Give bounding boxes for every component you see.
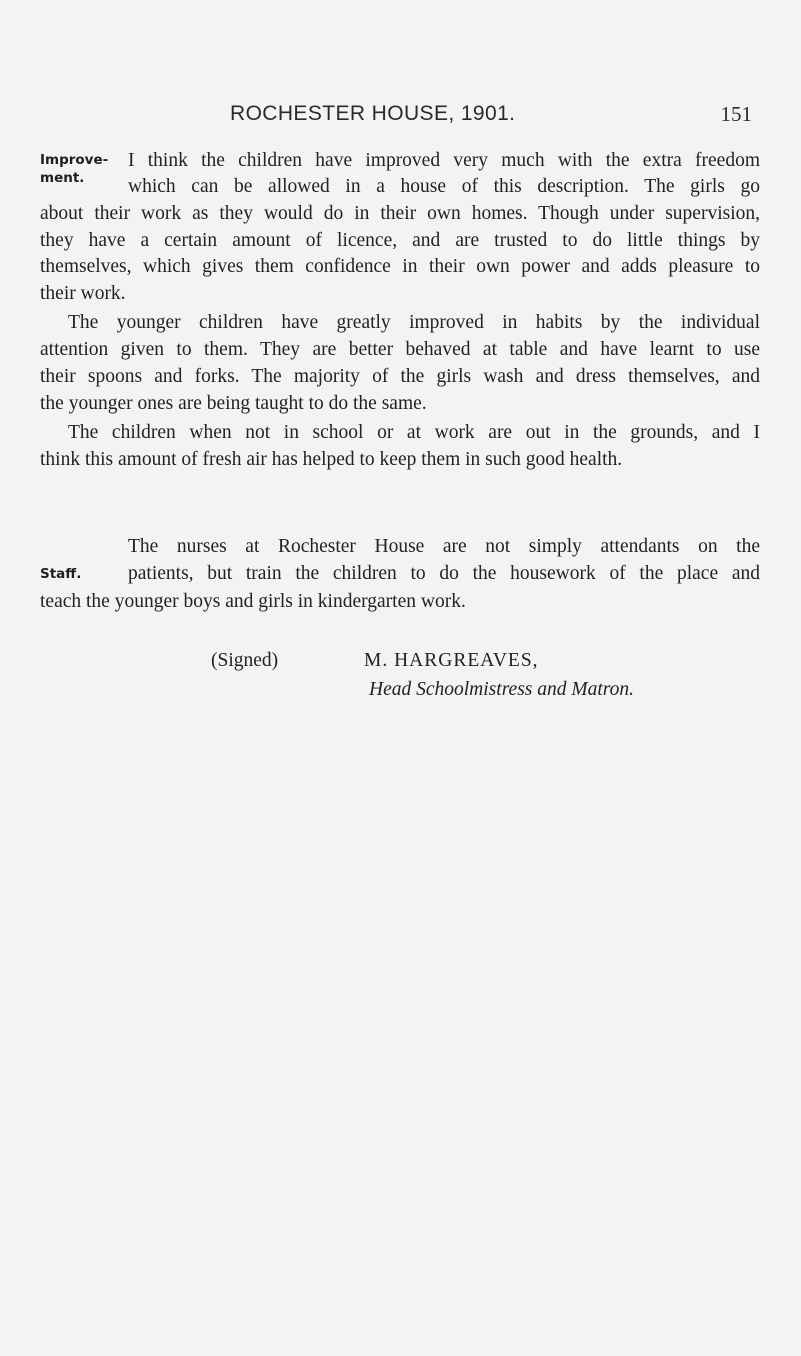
margin-note-improvement-2: ment. <box>40 170 85 186</box>
margin-note-staff: Staff. <box>40 566 82 582</box>
running-title: ROCHESTER HOUSE, 1901. <box>230 102 516 125</box>
paragraph-1-line-2: which can be allowed in a house of this description. The girls go <box>128 176 760 197</box>
paragraph-4-line-3: teach the younger boys and girls in kindergarten work. <box>40 591 466 612</box>
signatory-name: M. HARGREAVES, <box>364 650 539 671</box>
paragraph-4-line-1: The nurses at Rochester House are not simply attendants on the <box>128 536 760 557</box>
paragraph-1-line-4: they have a certain amount of licence, and are trusted to do little things by <box>40 230 760 251</box>
paragraph-2-line-3: their spoons and forks. The majority of the girls wash and dress themselves, and <box>40 366 760 387</box>
paragraph-2-line-1: The younger children have greatly improved in habits by the individual <box>68 312 760 333</box>
paragraph-1-line-6: their work. <box>40 283 126 304</box>
signatory-title: Head Schoolmistress and Matron. <box>369 679 635 700</box>
paragraph-1-line-3: about their work as they would do in their own homes. Though under supervision, <box>40 203 760 224</box>
paragraph-2-line-2: attention given to them. They are better behaved at table and have learnt to use <box>40 339 760 360</box>
margin-note-improvement-1: Improve- <box>40 152 109 168</box>
paragraph-1-line-5: themselves, which gives them confidence in their own power and adds pleasure to <box>40 256 760 277</box>
paragraph-2-line-4: the younger ones are being taught to do the same. <box>40 393 427 414</box>
paragraph-3-line-1: The children when not in school or at work are out in the grounds, and I <box>68 422 760 443</box>
page-number: 151 <box>720 102 752 126</box>
paragraph-3-line-2: think this amount of fresh air has helped to keep them in such good health. <box>40 449 623 470</box>
paragraph-1-line-1: I think the children have improved very much with the extra freedom <box>128 150 760 171</box>
paragraph-4-line-2: patients, but train the children to do the housework of the place and <box>128 563 760 584</box>
signed-label: (Signed) <box>211 650 279 671</box>
